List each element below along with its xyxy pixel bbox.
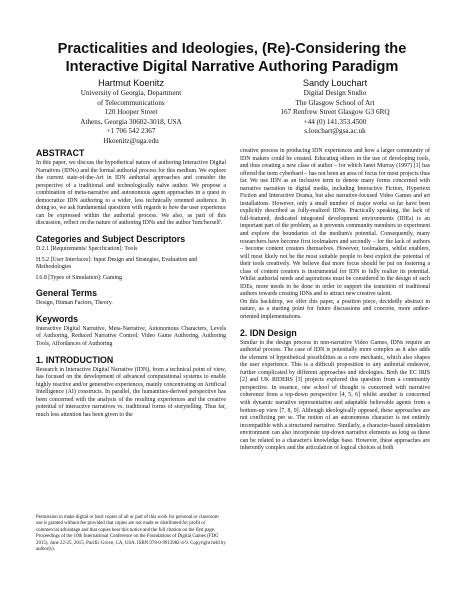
author-affiliation: University of Georgia, Department [80, 89, 182, 97]
general-terms-text: Design, Human Factors, Theory. [36, 300, 113, 307]
categories-heading: Categories and Subject Descriptors [36, 233, 186, 244]
keywords-heading: Keywords [36, 313, 79, 324]
category-line: I.6.8 [Types of Simulation]: Gaming [36, 274, 122, 281]
proceedings-text: Proceedings of the 10th International Conference on the Foundations of Digital Games (FDG 2015), June 22-25, 2015, Pacific Grove, CA, USA. ISBN 978-0-9913982-4-9. Copyright held by author(s). [36, 534, 226, 553]
abstract-heading: ABSTRACT [36, 148, 85, 158]
section-heading-idn-design: 2. IDN Design [240, 327, 297, 338]
author-affiliation: Digital Design Studio [303, 89, 367, 97]
title-line-2: Interactive Digital Narrative Authoring Paradigm [65, 59, 399, 75]
author-phone: +44 (0) 141.353.4500 [303, 117, 367, 126]
paper-title [30, 40, 434, 76]
author-address: 167 Renfrew Street Glasgow G3 6RQ [280, 108, 390, 117]
permission-notice [36, 515, 226, 553]
keywords-text: Interactive Digital Narrative, Meta-Narrative, Autonomous Characters, Levels of Authoring, Reduced Narrative Control, Video Game Authoring, Authoring Tools, Affordances of Authoring [36, 325, 226, 347]
author-email: Hkoenitz@uga.edu [103, 136, 159, 145]
body-paragraph: Similar to the design process in non-narrative Video Games, IDNs require an authorial process. The case of IDN is potentially more complex as it also adds the element of hypothetical possibilities as a core mechanic, which also shapes the user experience. This is a difficult proposition to any authorial endeavor, further complicated by different approaches and ideologies. Both the EC IRIS [2] and UK RIDERS [3] projects explored this question from a community perspective. In essence, one school of thought is concerned with narrative coherence from a top-down perspective [4, 5, 6] whilst another is concerned with dynamic narrative representation and adaptable believable agents from a bottom-up view [7, 8, 9]. Although ideologically opposed, these approaches are not conflicting per se. The notion of an autonomous character is not entirely incompatible with a structured narrative. Similarly, a character-based simulation environment can also incorporate top-down narrative elements as long as these can be related to a character's knowledge base. However, these approaches are inherently complex and the articulation of logical choices at both [240, 339, 430, 452]
permission-text: Permission to make digital or hard copies of all or part of this work for personal or classroom use is granted without fee provided that copies are not made or distributed for profit or commercial advantage and that copies bear this notice and the full citation on the first page. [36, 515, 219, 533]
author-block-koenitz [36, 78, 226, 147]
author-affiliation: of Telecommunications [97, 98, 165, 107]
author-block-louchart [240, 78, 430, 137]
author-email: s.louchart@gsa.ac.uk [304, 127, 366, 136]
author-address: 120 Hooper Street [104, 108, 158, 117]
category-line: H.5.2 [User Interfaces]: Input Design and Strategies, Evaluation and Methodologies [36, 256, 198, 271]
author-name: Hartmut Koenitz [98, 78, 164, 88]
general-terms-heading: General Terms [36, 288, 97, 299]
right-column [240, 148, 430, 453]
category-line: D.2.1 [Requirements/ Specification]: Tools [36, 245, 138, 252]
introduction-heading: 1. INTRODUCTION [36, 354, 114, 365]
left-column [36, 148, 226, 419]
abstract-text: In this paper, we discuss the hypothetical nature of authoring Interactive Digital Narratives (IDNs) and the formal authorial process for this medium. We explore the current state-of-the-Art in IDN authorial approaches and consider the perspective of a traditional and technologically naïve author. We propose a combination of meta-narrative and autonomous agent approaches in a quest to democratize IDN authoring to a wider, less technically oriented audience. In doing so, we ask fundamental questions with regards to how the user experience can be expressed within the authorial process. We also, as part of this discussion, reflect on the nature of authoring IDNs and the author 'him/herself'. [36, 160, 226, 227]
author-address: Athens, Georgia 30602-3018, USA [80, 117, 182, 126]
body-paragraph: creative process in producing IDN experiences and how a larger community of IDN makers could be created. Educating others in the use of developing tools, and thus creating a new class of author – for which Janet Murray (1997) [1] has offered the term cyberbard – has not been an area of focus for most projects thus far. We use IDN as an inclusive term to denote many forms concerned with narrative narration in digital media, including Interactive Fiction, Hypertext Fiction and Interactive Drama, but also narrative-focused Video Games and art installations. However, only a small number of major works so far have been explicitly described as fully-realized IDNs. Practically speaking, the lack of full-featured, dedicated integrated development environments (IDEs) is an important part of the problem, as it prevents community members to experiment and explore the boundaries of the medium's potential. Consequently, many researchers have become first toolmakers and secondly – for the lack of authors – become content creators themselves. However, toolmakers, whilst enablers, will most likely not be the most suitable people to best exploit the potential of their tools creatively. We believe that more focus should be put on fostering a class of content creators is instrumental for IDN to fully realize its potential. Whilst authorial needs and aspirations must be considered in the design of such IDEs, more needs to be done in order to support the transition of traditional authors towards creating IDNs and to attract new creative talent. [240, 148, 430, 298]
author-phone: +1 706 542 2367 [106, 127, 156, 136]
introduction-text: Research in Interactive Digital Narrative (IDN), from a technical point of view, has focused on the development of advanced computational systems to enable highly reactive and/or generative experiences, mainly concentrating on Artificial Intelligence (AI) constructs. In parallel, the humanities-derived perspective has been concerned with the analysis of the resulting experiences and the creative potential of interactive narratives vs. traditional forms of storytelling. Thus far, much less attention has been given to the [36, 366, 226, 418]
body-paragraph: On this backdrop, we offer this paper, a position piece, decidedly abstract in nature, as a starting point for future discussions and concrete, more author-oriented implementations. [240, 298, 430, 321]
author-affiliation: The Glasgow School of Art [295, 98, 375, 107]
title-line-1: Practicalities and Ideologies, (Re)-Considering the [57, 41, 407, 57]
author-name: Sandy Louchart [302, 78, 368, 88]
